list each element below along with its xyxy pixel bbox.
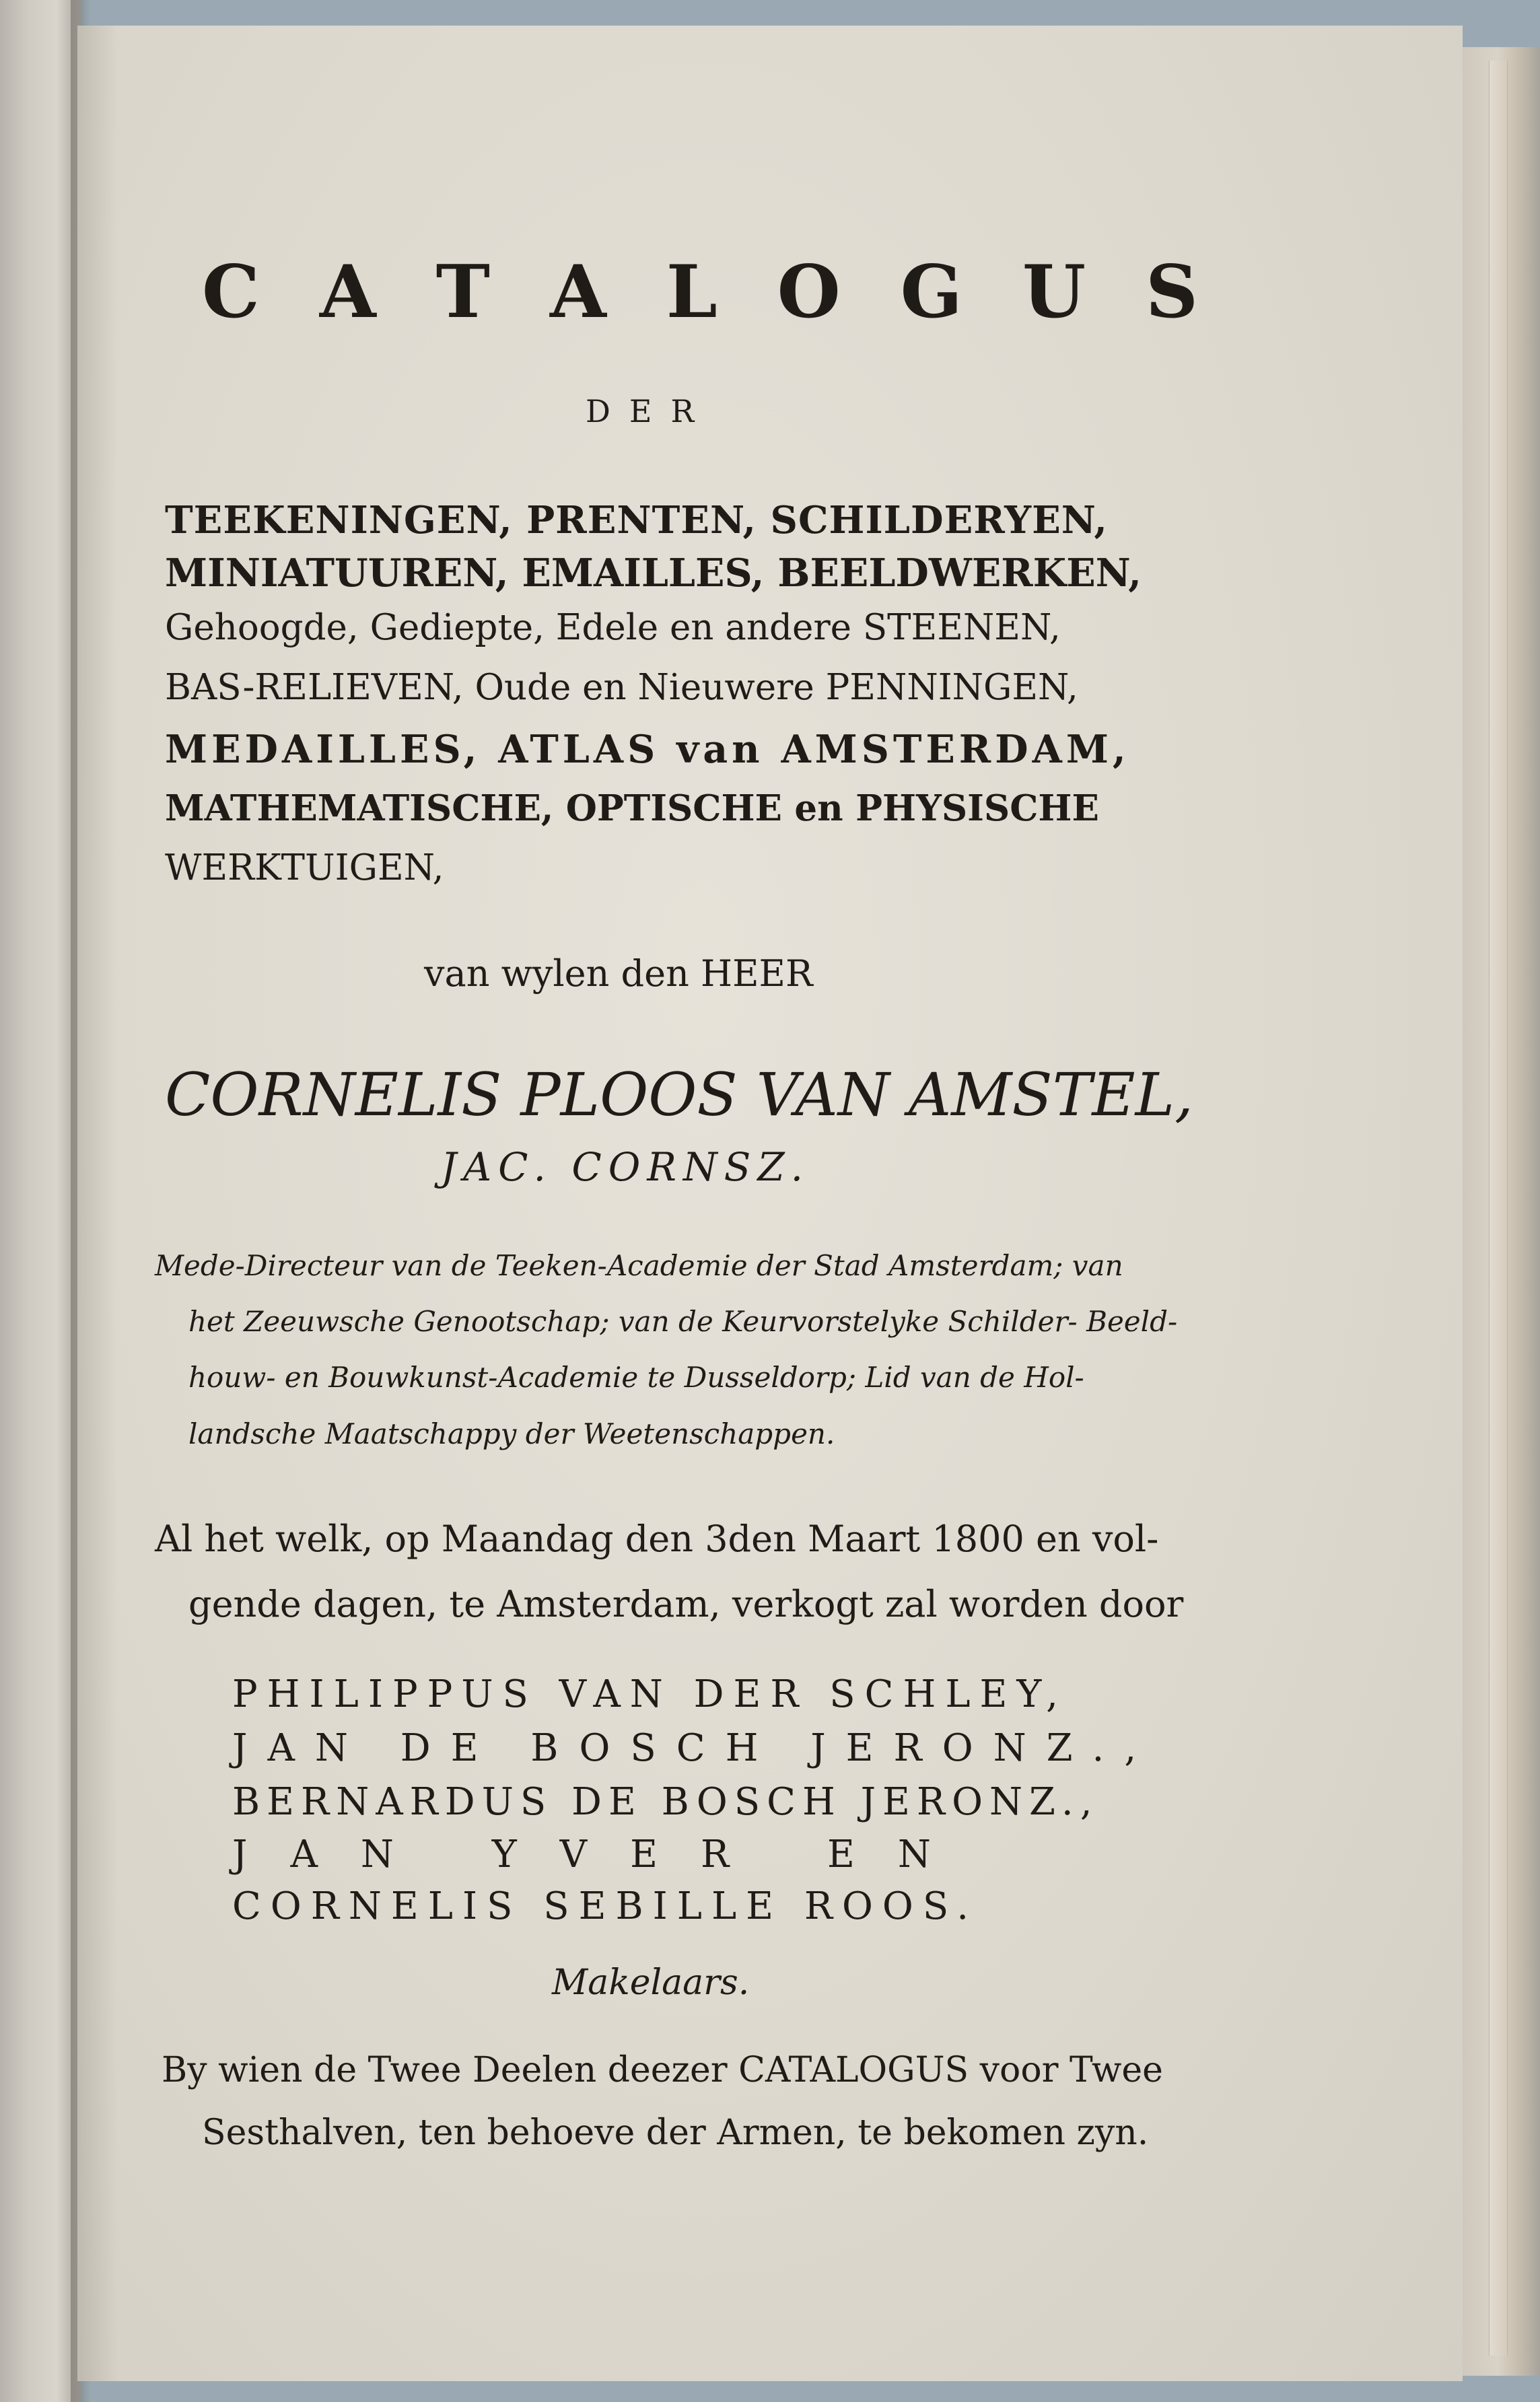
seller-3: BERNARDUS DE BOSCH JERONZ., — [232, 1780, 1099, 1824]
seller-4: JAN YVER EN — [232, 1833, 974, 1876]
subtitle-line-7: WERKTUIGEN, — [165, 847, 444, 888]
sale-line-1: Al het welk, op Maandag den 3den Maart 1800 en vol- — [155, 1518, 1159, 1560]
seller-5: CORNELIS SEBILLE ROOS. — [232, 1884, 978, 1928]
catalogus-title — [202, 250, 1198, 334]
title-letter: U — [1022, 250, 1086, 334]
title-letter: A — [550, 250, 606, 334]
title-letter: S — [1146, 250, 1198, 334]
der-heading: DER — [586, 393, 713, 429]
title-letter: A — [319, 250, 376, 334]
page-edges — [1461, 47, 1540, 2376]
closing-line-1: By wien de Twee Deelen deezer CATALOGUS voor Twee — [162, 2050, 1163, 2090]
title-letter: O — [777, 250, 841, 334]
title-letter: L — [666, 250, 718, 334]
title-letter: G — [900, 250, 963, 334]
seller-2: JAN DE BOSCH JERONZ., — [232, 1726, 1157, 1770]
titles-line-4: landsche Maatschappy der Weetenschappen. — [188, 1417, 835, 1450]
book-gutter — [0, 0, 81, 2402]
title-page — [77, 26, 1463, 2381]
makelaars: Makelaars. — [552, 1963, 750, 2003]
titles-line-2: het Zeeuwsche Genootschap; van de Keurvorstelyke Schilder- Beeld- — [188, 1305, 1178, 1338]
heer-line: van wylen den HEER — [424, 952, 813, 995]
collector-name-suffix: JAC. CORNSZ. — [441, 1144, 810, 1190]
subtitle-line-4: BAS-RELIEVEN, Oude en Nieuwere PENNINGEN, — [165, 667, 1078, 708]
subtitle-line-5: MEDAILLES, ATLAS van AMSTERDAM, — [165, 727, 1130, 772]
seller-1: PHILIPPUS VAN DER SCHLEY, — [232, 1672, 1068, 1716]
page-leaf — [1489, 61, 1508, 2356]
subtitle-line-6: MATHEMATISCHE, OPTISCHE en PHYSISCHE — [165, 787, 1099, 829]
closing-line-2: Sesthalven, ten behoeve der Armen, te bekomen zyn. — [202, 2113, 1149, 2153]
subtitle-line-3: Gehoogde, Gediepte, Edele en andere STEENEN, — [165, 607, 1061, 648]
title-letter: T — [435, 250, 491, 334]
collector-name: CORNELIS PLOOS VAN AMSTEL, — [165, 1060, 1194, 1129]
title-letter: C — [202, 250, 260, 334]
titles-line-1: Mede-Directeur van de Teeken-Academie der Stad Amsterdam; van — [155, 1249, 1123, 1282]
sale-line-2: gende dagen, te Amsterdam, verkogt zal worden door — [188, 1583, 1184, 1625]
titles-line-3: houw- en Bouwkunst-Academie te Dusseldorp; Lid van de Hol- — [188, 1361, 1084, 1394]
page-inner-shadow — [77, 26, 118, 2381]
subtitle-line-2: MINIATUUREN, EMAILLES, BEELDWERKEN, — [165, 551, 1142, 596]
subtitle-line-1: TEEKENINGEN, PRENTEN, SCHILDERYEN, — [165, 498, 1108, 542]
